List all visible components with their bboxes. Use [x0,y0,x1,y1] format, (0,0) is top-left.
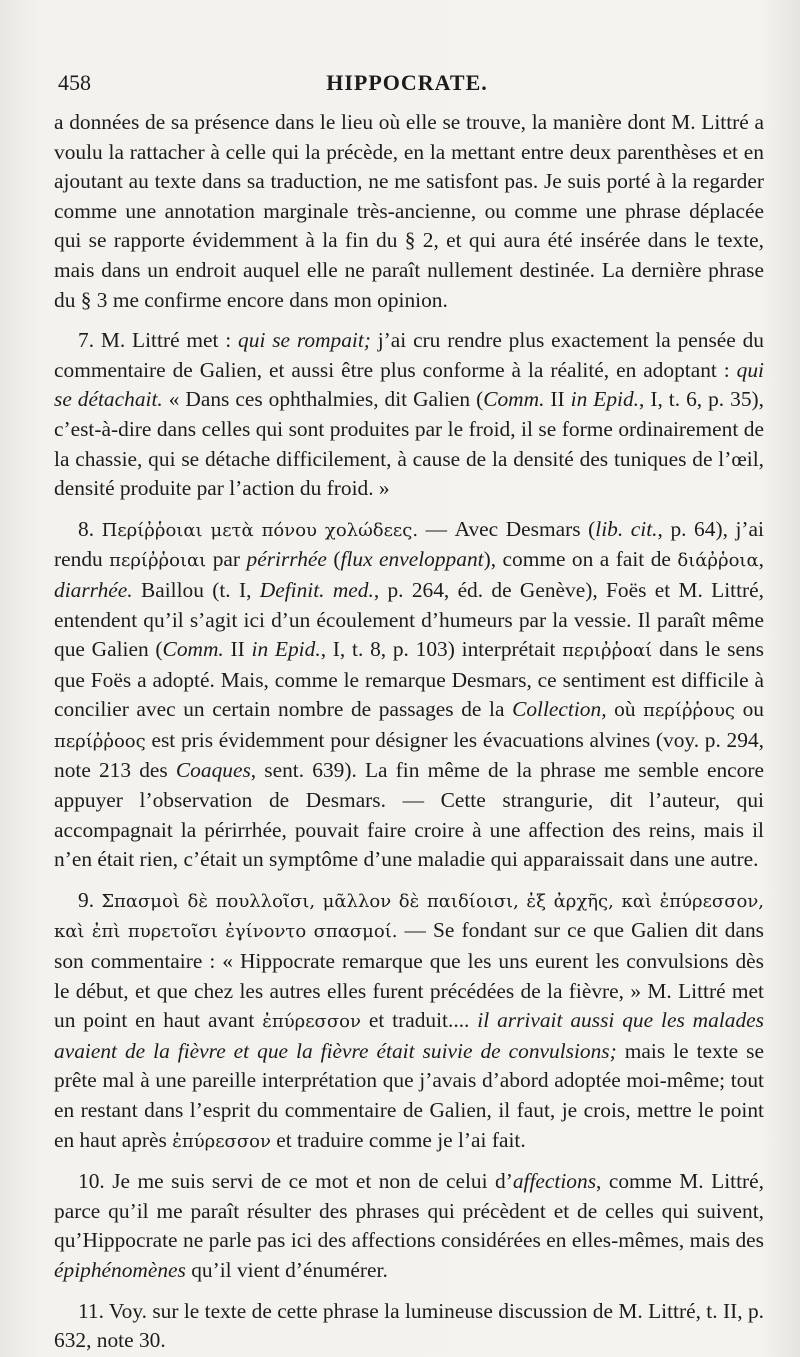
greek-text: ἐπύρεσσον [172,1130,271,1152]
footnote-9 [54,886,764,1156]
italic-text: qui se rompait; [238,328,371,353]
text-run: mais le texte se prête mal à une pareille interprétation que j’avais d’abord adoptée moi-même; tout en restant dans l’esprit du commentaire de Galien, il faut, je crois, mettre le point en haut après [54,1038,764,1152]
text-run: « Dans ces ophthalmies, dit Galien ( [162,387,484,412]
italic-text: diarrhée. [54,577,133,602]
italic-text: périrrhée [246,547,327,572]
text-run: 8. [78,516,102,541]
text-run: et traduire comme je l’ai fait. [270,1127,526,1152]
text-run: , comme M. Littré, parce qu’il me paraît résulter des phrases qui précèdent et de celles qui suivent, qu’Hippocrate ne parle pas ici des affections considérées en elles-mêmes, mais des [54,1169,764,1253]
greek-text: περιῤῥοαί [562,640,653,662]
text-run: — Se fondant sur ce que Galien dit dans son commentaire : « Hippocrate remarque que les uns eurent les convulsions dès le début, et que chez les autres elles furent précédées de la fièvre, » M. Littré met un point en haut avant [54,918,765,1033]
footnote-11 [54,1297,764,1356]
text-run: II [544,387,571,412]
text-run: , I, t. 6, p. 35), c’est-à-dire dans celles qui sont produites par le froid, il se forme ordinairement de la chassie, qui se détache difficilement, à cause de la densité des tuniques de l’œil, densité produite par l’action du froid. » [54,387,764,501]
text-run: ( [326,547,341,572]
text-run: par [206,547,247,572]
text-run: Baillou (t. I, [132,577,260,602]
paragraph-continuation [54,108,764,315]
greek-text: διάῤῥοια [677,550,759,572]
footnote-8 [54,515,764,875]
italic-text: Definit. med. [259,577,374,602]
italic-text: flux enveloppant [340,547,484,572]
text-run: 11. Voy. sur le texte de cette phrase la lumineuse discussion de M. Littré, t. II, p. 632, note 30. [54,1298,764,1353]
text-run: , sent. 639). La fin même de la phrase me semble encore appuyer l’observation de Desmars. — Cette strangurie, dit l’auteur, qui accompagnait la périrrhée, pouvait faire croire à une affection des reins, mais il n’en était rien, c’était un symptôme d’une maladie qui apparaissait dans une autre. [54,758,764,872]
italic-text: qui se détachait. [54,357,764,412]
text-run: ou [734,697,764,722]
text-run: , I, t. 8, p. 103) interprétait [320,637,563,662]
italic-text: épiphénomènes [54,1257,186,1282]
text-run: 9. [78,887,102,912]
italic-text: Coaques [175,758,251,783]
italic-text: in Epid. [251,637,321,662]
greek-text: Περίῤῥοιαι μετὰ πόνου χολώδεες. [101,519,419,541]
text-run: , p. 64), j’ai rendu [54,516,764,572]
greek-text: περίῤῥοιαι [109,550,207,572]
text-run: a données de sa présence dans le lieu où elle se trouve, la manière dont M. Littré a voulu la rattacher à celle qui la précède, en la mettant entre deux parenthèses et en ajoutant au texte dans sa traduction, ne me satisfont pas. Je suis porté à la regarder comme une annotation marginale très-ancienne, ou comme une phrase déplacée qui se rapporte évidemment à la fin du § 2, et qui aura été insérée dans le texte, mais dans un endroit auquel elle ne paraît nullement destinée. La dernière phrase du § 3 me confirme encore dans mon opinion. [54,110,764,312]
italic-text: Collection, [512,697,607,722]
italic-text: il arrivait aussi que les malades avaient de la fièvre et que la fièvre était suivie de convulsions; [54,1008,764,1063]
page-body [54,108,764,1356]
italic-text: in Epid. [570,387,640,412]
greek-text: ἐπύρεσσον [262,1011,361,1033]
italic-text: Comm. [483,387,545,412]
text-run: 7. M. Littré met : [78,328,239,353]
greek-text: περίῤῥοος [54,730,146,752]
text-run: , p. 264, éd. de Genève), Foës et M. Littré, entendent qu’il s’agit ici d’un écoulement d’humeurs par la vessie. Il paraît même que Galien ( [54,577,765,662]
text-run: et traduit.... [360,1008,478,1033]
page-header [54,66,760,100]
text-run: dans le sens que Foës a adopté. Mais, comme le remarque Desmars, ce sentiment est difficile à concilier avec un certain nombre de passages de la [54,637,764,722]
greek-text: Σπασμοὶ δὲ πουλλοῖσι, μᾶλλον δὲ παιδίοισι, ἐξ ἀρχῆς, καὶ ἐπύρεσσον, καὶ ἐπὶ πυρετοῖσι ἐγίνοντο σπασμοί. [54,890,765,943]
text-run: , [758,547,764,572]
text-run: 10. Je me suis servi de ce mot et non de celui d’ [78,1169,513,1194]
footnote-10 [54,1167,764,1285]
greek-text: περίῤῥους [643,700,735,722]
italic-text: lib. cit. [595,516,658,541]
text-run: qu’il vient d’énumérer. [185,1257,388,1282]
page-number: 458 [58,70,91,95]
text-run: — Avec Desmars ( [418,516,596,541]
footnote-7 [54,326,764,504]
italic-text: affections [512,1169,597,1194]
italic-text: Comm. [162,637,224,662]
text-run: est pris évidemment pour désigner les évacuations alvines (voy. p. 294, note 213 des [54,727,764,783]
text-run: j’ai cru rendre plus exactement la pensée du commentaire de Galien, et aussi être plus conforme à la réalité, en adoptant : [54,328,764,382]
text-run: où [606,697,644,722]
running-title: HIPPOCRATE. [326,70,488,95]
text-run: ), comme on a fait de [483,547,678,572]
text-run: II [223,637,252,662]
